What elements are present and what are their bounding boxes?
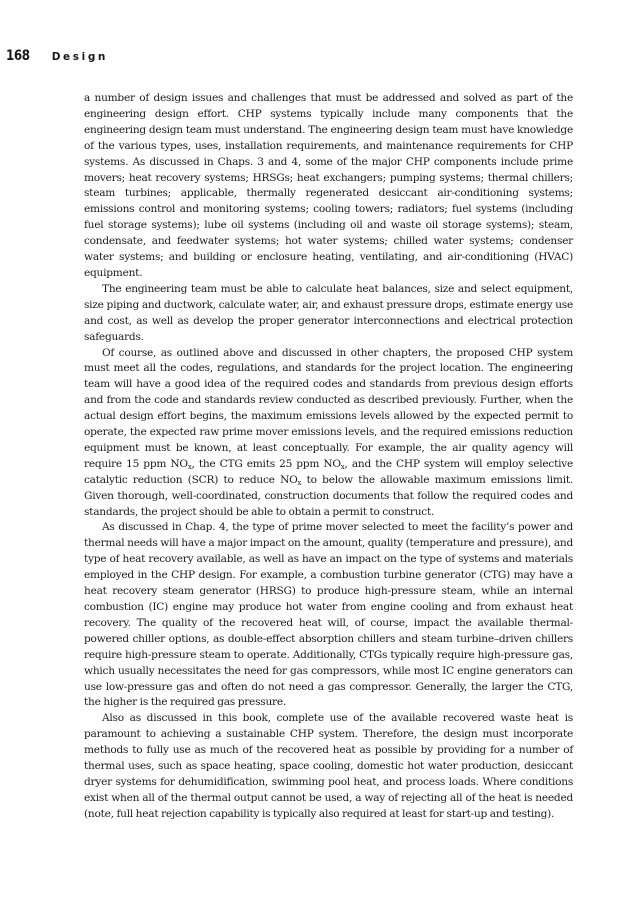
- running-head: Design: [51, 51, 109, 63]
- paragraph-3: [84, 346, 573, 521]
- page-header: [6, 48, 108, 64]
- nox-subscript-1: x: [187, 462, 192, 471]
- paragraph-3-part-b: , the CTG emits 25 ppm NO: [191, 457, 341, 470]
- body-text: [84, 91, 573, 823]
- paragraph-2: The engineering team must be able to calculate heat balances, size and select equipment, size piping and ductwork, calculate water, air, and exhaust pressure drops, estimate energy use and cost, as well as develop the proper generator interconnections and electrical protection safeguards.: [84, 282, 573, 343]
- paragraph-4: As discussed in Chap. 4, the type of prime mover selected to meet the facility’s power and thermal needs will have a major impact on the amount, quality (temperature and pressure), and type of heat recovery available, as well as have an impact on the type of systems and materials employed in the CHP design. For example, a combustion turbine generator (CTG) may have a heat recovery steam generator (HRSG) to produce high-pressure steam, while an internal combustion (IC) engine may produce hot water from engine cooling and from exhaust heat recovery. The quality of the recovered heat will, of course, impact the available thermal-powered chiller options, as double-effect absorption chillers and steam turbine–driven chillers require high-pressure steam to operate. Additionally, CTGs typically require high-pressure gas, which usually necessitates the need for gas compressors, while most IC engine generators can use low-pressure gas and often do not need a gas compressor. Generally, the larger the CTG, the higher is the required gas pressure.: [84, 521, 573, 709]
- nox-subscript-3: x: [297, 478, 302, 487]
- paragraph-3-part-c: , and the CHP system will employ selective catalytic reduction (SCR) to reduce NO: [84, 457, 573, 486]
- page-number: 168: [6, 48, 30, 64]
- paragraph-3-part-d: to below the allowable maximum emissions limit. Given thorough, well-coordinated, construction documents that follow the required codes and standards, the project should be able to obtain a permit to construct.: [84, 473, 573, 518]
- paragraph-3-part-a: Of course, as outlined above and discussed in other chapters, the proposed CHP system must meet all the codes, regulations, and standards for the project location. The engineering team will have a good idea of the required codes and standards from previous design efforts and from the code and standards review conducted as described previously. Further, when the actual design effort begins, the maximum emissions levels allowed by the expected permit to operate, the expected raw prime mover emissions levels, and the required emissions reduction equipment must be known, at least conceptually. For example, the air quality agency will require 15 ppm NO: [84, 346, 573, 470]
- nox-subscript-2: x: [340, 462, 345, 471]
- paragraph-1: a number of design issues and challenges that must be addressed and solved as part of the engineering design effort. CHP systems typically include many components that the engineering design team must understand. The engineering design team must have knowledge of the various types, uses, installation requirements, and maintenance requirements for CHP systems. As discussed in Chaps. 3 and 4, some of the major CHP components include prime movers; heat recovery systems; HRSGs; heat exchangers; pumping systems; thermal chillers; steam turbines; applicable, thermally regenerated desiccant air-conditioning systems; emissions control and monitoring systems; cooling towers; radiators; fuel systems (including fuel storage systems); lube oil systems (including oil and waste oil storage systems); steam, condensate, and feedwater systems; hot water systems; chilled water systems; condenser water systems; and building or enclosure heating, ventilating, and air-conditioning (HVAC) equipment.: [84, 92, 573, 279]
- paragraph-5: Also as discussed in this book, complete use of the available recovered waste heat is paramount to achieving a sustainable CHP system. Therefore, the design must incorporate methods to fully use as much of the recovered heat as possible by providing for a number of thermal uses, such as space heating, space cooling, domestic hot water production, desiccant dryer systems for dehumidification, swimming pool heat, and process loads. Where conditions exist when all of the thermal output cannot be used, a way of rejecting all of the heat is needed (note, full heat rejection capability is typically also required at least for start-up and testing).: [84, 712, 573, 820]
